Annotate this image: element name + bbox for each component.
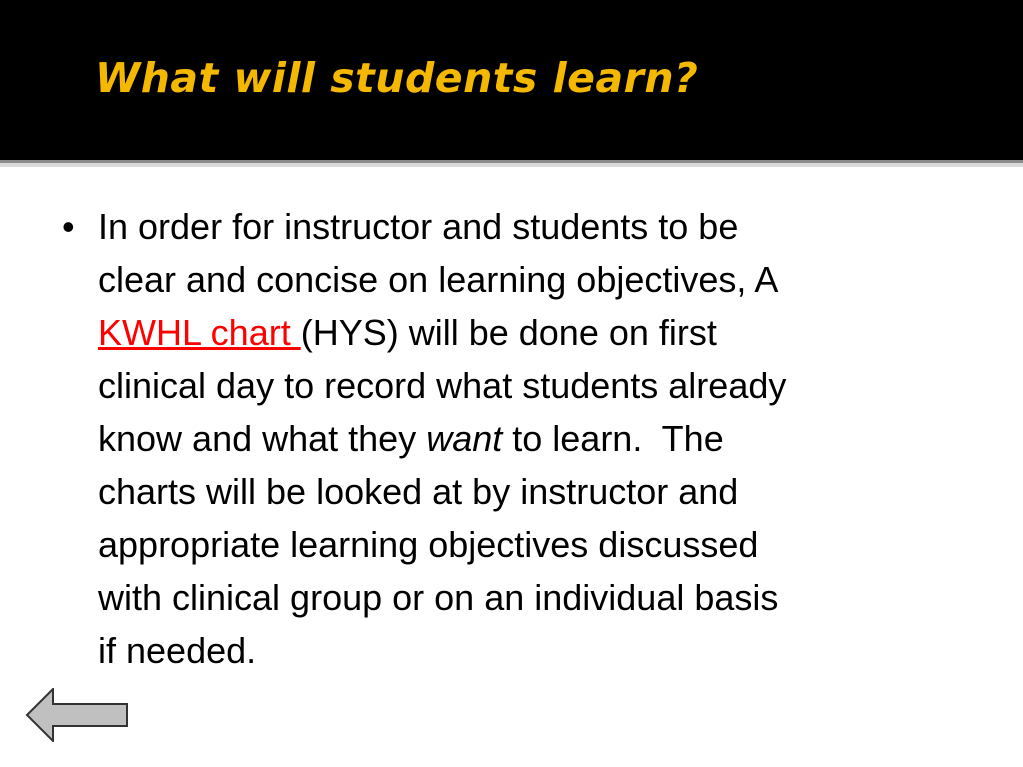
bullet-line-1: In order for instructor and students to be — [98, 206, 739, 247]
bullet-line-7: appropriate learning objectives discussed — [98, 524, 759, 565]
bullet-line-3 — [98, 306, 992, 359]
bullet-line-8: with clinical group or on an individual basis — [98, 577, 779, 618]
bullet-line-4: clinical day to record what students already — [98, 365, 787, 406]
back-button[interactable] — [25, 688, 129, 742]
bullet-marker: • — [62, 206, 75, 247]
bullet-line-5-end: to learn. The — [502, 418, 724, 459]
left-arrow-icon — [25, 688, 129, 742]
slide-body — [62, 200, 992, 677]
bullet-line-5-start: know and what they — [98, 418, 427, 459]
kwhl-chart-link[interactable]: KWHL chart — [98, 312, 301, 353]
emphasis-want: want — [426, 418, 503, 459]
bullet-line-3-text: (HYS) will be done on first — [300, 312, 717, 353]
bullet-line-9: if needed. — [98, 630, 257, 671]
slide-title: What will students learn? — [95, 54, 699, 102]
title-divider-shadow — [0, 163, 1023, 167]
bullet-item — [62, 200, 992, 677]
bullet-line-5 — [98, 412, 992, 465]
title-bar — [0, 0, 1023, 160]
bullet-line-2: clear and concise on learning objectives, A — [98, 259, 779, 300]
bullet-line-6: charts will be looked at by instructor and — [98, 471, 739, 512]
